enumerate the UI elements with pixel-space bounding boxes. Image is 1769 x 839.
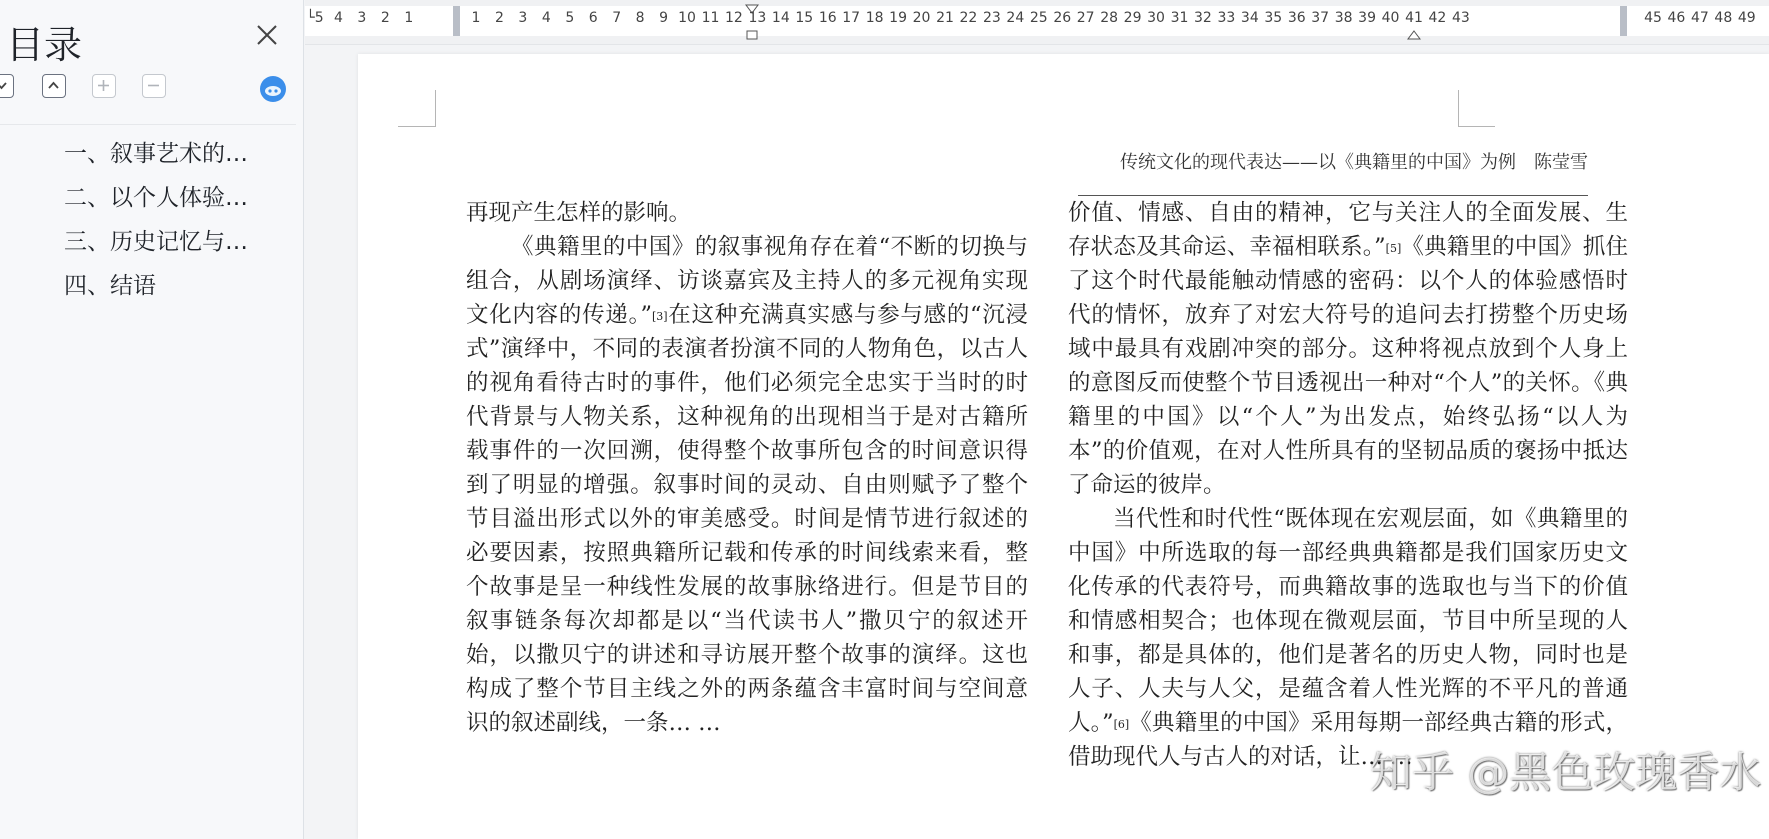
ruler-tick-label: 35 — [1264, 10, 1283, 26]
paragraph-text: 在这种充满真实感与参与感的“沉浸式”演绎中，不同的表演者扮演不同的人物角色，以古人的视角看待古时的事件，他们必须完全忠实于当时的时代背景与人物关系，这种视角的出现相当于是对古籍所载事件的一次回溯，使得整个故事所包含的时间意识得到了明显的增强。叙事时间的灵动、自由则赋予了整个节目溢出形式以外的审美感受。时间是情节进行叙述的必要因素，按照典籍所记载和传承的时间线索来看，整个故事是呈一种线性发展的故事脉络进行。但是节目的叙事链条每次却都是以“当代读书人”撒贝宁的叙述开始，以撒贝宁的讲述和寻访展开整个故事的演绎。这也构成了整个节目主线之外的两条蕴含丰富时间与空间意识的叙述副线，一条… … — [466, 302, 1028, 736]
ruler-tick-label: 41 — [1405, 10, 1423, 26]
toc-sidebar — [0, 0, 304, 839]
remove-icon[interactable] — [142, 74, 166, 98]
ruler-tick-label: 34 — [1240, 10, 1259, 26]
horizontal-ruler[interactable] — [305, 0, 1769, 45]
ruler-left-margin[interactable] — [453, 6, 460, 36]
ruler-tick-label: 42 — [1428, 10, 1447, 26]
collapse-all-icon[interactable] — [0, 74, 14, 98]
paragraph — [1068, 502, 1628, 774]
ruler-tick-label: 24 — [1006, 10, 1025, 26]
ruler-tick-label: 1 — [471, 10, 481, 26]
add-icon[interactable] — [92, 74, 116, 98]
right-indent-marker[interactable] — [1407, 30, 1421, 40]
assistant-icon[interactable] — [260, 76, 286, 102]
ruler-tick-label: 9 — [659, 10, 669, 26]
ruler-tick-label: 2 — [380, 10, 390, 26]
ruler-right-margin[interactable] — [1620, 6, 1627, 36]
citation-ref[interactable]: [5] — [1385, 242, 1402, 255]
ruler-tick-label: 19 — [889, 10, 908, 26]
ruler-tick-label: 13 — [748, 10, 767, 26]
paragraph — [1068, 196, 1628, 502]
ruler-tick-label: 12 — [725, 10, 743, 26]
ruler-tick-label: 29 — [1123, 10, 1142, 26]
sidebar-title: 目录 — [6, 23, 83, 67]
ruler-tick-label: 25 — [1029, 10, 1048, 26]
toc-item-1[interactable]: 一、叙事艺术的… — [64, 141, 248, 167]
ruler-tick-label: 4 — [333, 10, 343, 26]
ruler-tick-label: 4 — [541, 10, 551, 26]
expand-all-icon[interactable] — [42, 74, 66, 98]
toc-item-2[interactable]: 二、以个人体验… — [64, 185, 248, 211]
ruler-tick-label: 27 — [1076, 10, 1095, 26]
toc-list — [0, 132, 296, 308]
ruler-tick-label: 5 — [565, 10, 575, 26]
ruler-tick-label: 49 — [1737, 10, 1756, 26]
ruler-tick-label: 43 — [1451, 10, 1470, 26]
ruler-tick-label: 28 — [1100, 10, 1119, 26]
ruler-tick-label: 39 — [1358, 10, 1377, 26]
ruler-tick-label: 10 — [678, 10, 696, 26]
ruler-tick-label: 23 — [982, 10, 1001, 26]
ruler-tick-label: 45 — [1644, 10, 1662, 26]
citation-ref[interactable]: [3] — [651, 310, 668, 323]
ruler-tick-label: 36 — [1287, 10, 1306, 26]
ruler-tick-label: 18 — [865, 10, 884, 26]
sidebar-divider — [0, 124, 296, 125]
watermark: 知乎 @黑色玫瑰香水 — [1370, 748, 1762, 797]
paragraph-text: 价值、情感、自由的精神，它与关注人的全面发展、生存状态及其命运、幸福相联系。” — [1068, 200, 1628, 260]
ruler-tick-label: 26 — [1053, 10, 1072, 26]
ruler-tick-label: 6 — [588, 10, 598, 26]
paragraph-text: 当代性和时代性“既体现在宏观层面，如《典籍里的中国》中所选取的每一部经典典籍都是我们国家历史文化传承的代表符号，而典籍故事的选取也与当下的价值和情感相契合；也体现在微观层面，节目中所呈现的人和事，都是具体的，他们是著名的历史人物，同时也是人子、人夫与人父，是蕴含着人性光辉的不平凡的普通人。” — [1068, 506, 1628, 736]
ruler-tick-label: 47 — [1690, 10, 1709, 26]
toc-item-4[interactable]: 四、结语 — [64, 273, 156, 299]
ruler-tick-label: 40 — [1381, 10, 1400, 26]
paragraph-text: 《典籍里的中国》抓住了这个时代最能触动情感的密码：以个人的体验感悟时代的情怀，放弃了对宏大符号的追问去打捞整个历史场域中最具有戏剧冲突的部分。这种将视点放到个人身上的意图反而使整个节目透视出一种对“个人”的关怀。《典籍里的中国》以“个人”为出发点，始终弘扬“以人为本”的价值观，在对人性所具有的坚韧品质的褒扬中抵达了命运的彼岸。 — [1068, 234, 1628, 498]
ruler-tick-label: 37 — [1311, 10, 1330, 26]
running-header: 传统文化的现代表达——以《典籍里的中国》为例 陈莹雪 — [1120, 152, 1588, 173]
toc-item-3[interactable]: 三、历史记忆与… — [64, 229, 248, 255]
ruler-tick-label: 38 — [1334, 10, 1353, 26]
ruler-tick-label: 32 — [1194, 10, 1212, 26]
ruler-tick-label: 14 — [771, 10, 790, 26]
right-column — [1068, 196, 1628, 774]
ruler-tick-label: 15 — [795, 10, 814, 26]
ruler-tick-label: 1 — [404, 10, 414, 26]
paragraph-text: 《典籍里的中国》采用每期一部经典古籍的形式，借助现代人与古人的对话，让… … — [1068, 710, 1628, 770]
crop-mark-top-left — [398, 90, 436, 127]
ruler-tick-label: 22 — [959, 10, 978, 26]
left-column — [466, 196, 1028, 740]
ruler-tick-label: 46 — [1667, 10, 1686, 26]
ruler-tick-label: 30 — [1147, 10, 1165, 26]
ruler-tick-label: └5 — [306, 10, 324, 26]
paragraph — [466, 196, 1028, 230]
citation-ref[interactable]: [6] — [1113, 718, 1130, 731]
ruler-tick-label: 11 — [701, 10, 720, 26]
ruler-tick-label: 33 — [1217, 10, 1236, 26]
ruler-tick-label: 21 — [936, 10, 954, 26]
ruler-tick-label: 48 — [1714, 10, 1733, 26]
ruler-tick-label: 7 — [612, 10, 622, 26]
paragraph-text: 再现产生怎样的影响。 — [466, 200, 692, 226]
ruler-tick-label: 16 — [818, 10, 837, 26]
ruler-tick-label: 8 — [635, 10, 645, 26]
document-page[interactable] — [358, 54, 1769, 839]
paragraph-text: 《典籍里的中国》的叙事视角存在着“不断的切换与组合，从剧场演绎、访谈嘉宾及主持人的多元视角实现文化内容的传递。” — [466, 234, 1028, 328]
crop-mark-top-right — [1458, 90, 1495, 127]
ruler-tick-label: 3 — [518, 10, 528, 26]
ruler-tick-label: 17 — [842, 10, 861, 26]
paragraph — [466, 230, 1028, 740]
ruler-tick-label: 2 — [494, 10, 504, 26]
hanging-indent-marker[interactable] — [745, 30, 759, 40]
close-icon[interactable] — [254, 22, 280, 48]
ruler-tick-label: 3 — [357, 10, 367, 26]
ruler-tick-label: 31 — [1170, 10, 1189, 26]
toc-toolbar — [0, 74, 304, 102]
ruler-tick-label: 20 — [912, 10, 931, 26]
